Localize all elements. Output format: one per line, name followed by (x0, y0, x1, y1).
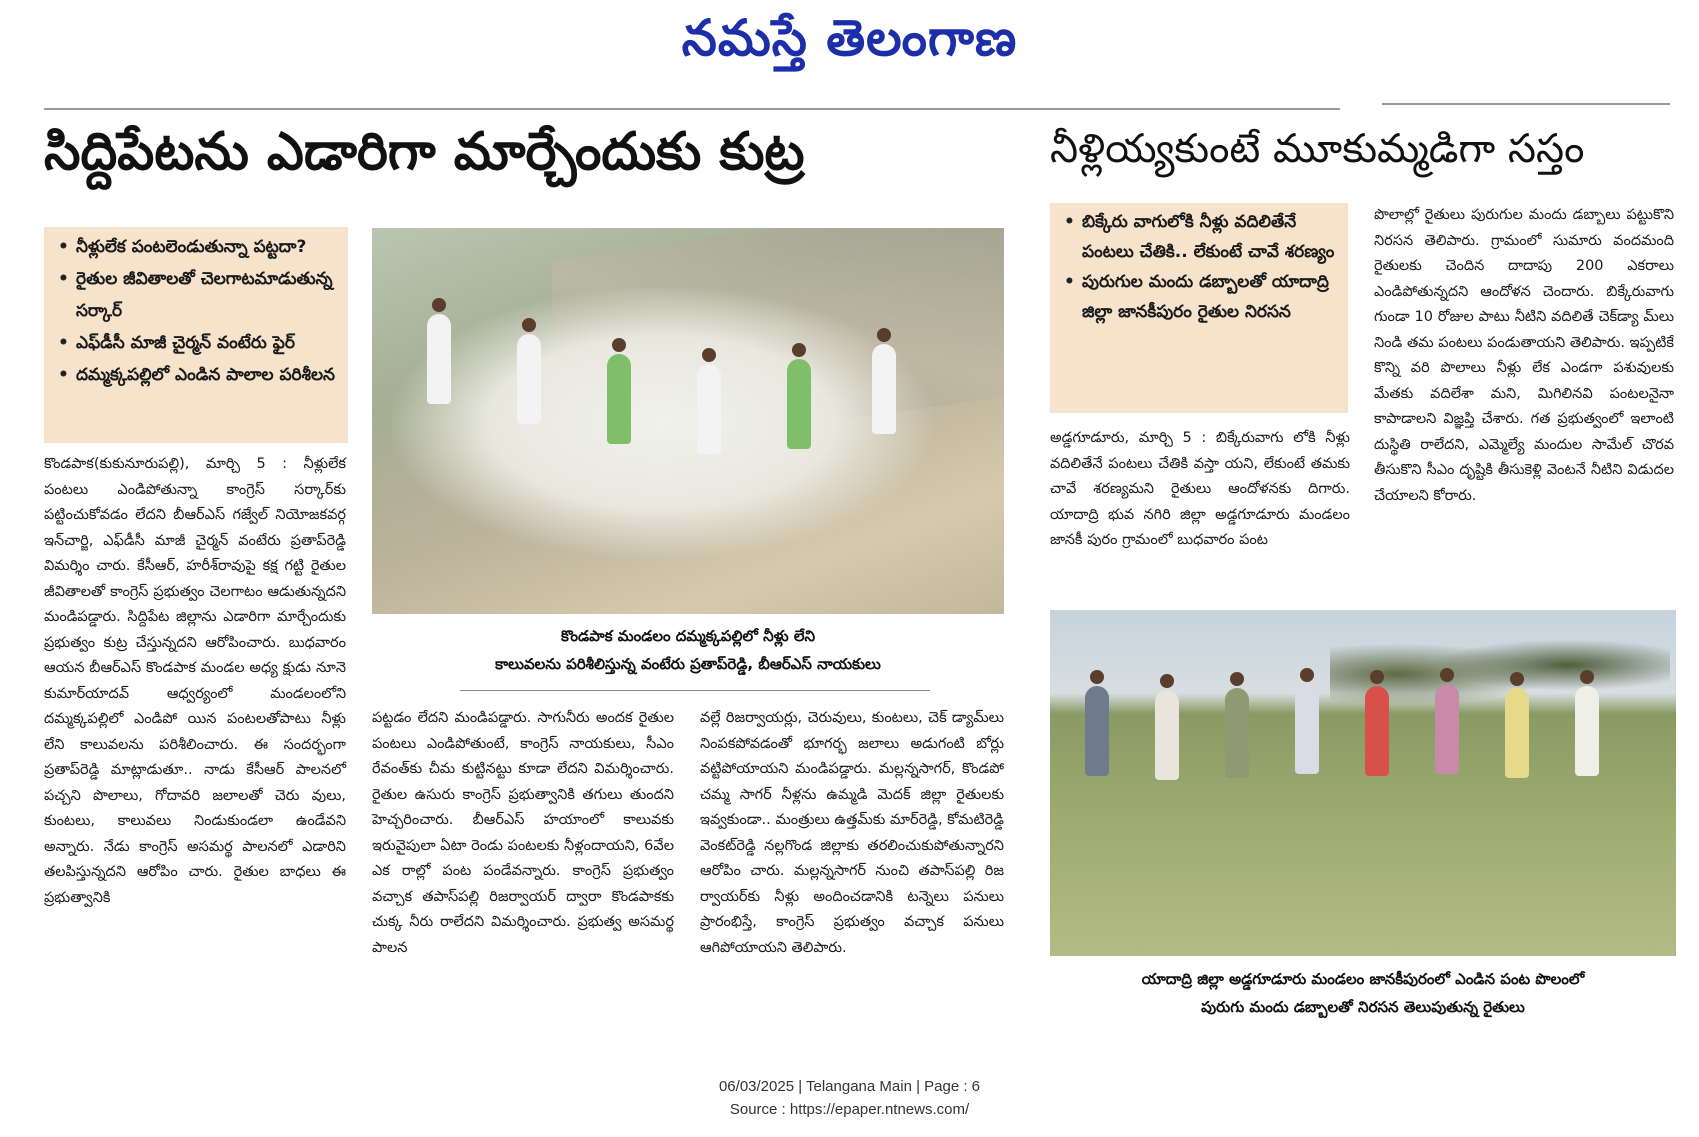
person (787, 359, 811, 449)
person-head (522, 318, 536, 332)
farmer-head (1370, 670, 1384, 684)
masthead-logo: నమస్తే తెలంగాణ (681, 8, 1018, 67)
farmer-head (1300, 668, 1314, 682)
farmer-head (1160, 674, 1174, 688)
top-rule-left (44, 108, 1340, 110)
highlight-item: • బిక్కేరు వాగులోకి నీళ్లు వదిలితేనే పంటలు చేతికి.. లేకుంటే చావే శరణ్యం (1082, 207, 1336, 267)
highlight-item: • నీళ్లులేక పంటలెండుతున్నా పట్టదా? (76, 231, 336, 263)
left-photo-caption (372, 622, 1004, 678)
person (427, 314, 451, 404)
person-head (432, 298, 446, 312)
farmer (1435, 684, 1459, 774)
farmer (1505, 688, 1529, 778)
farmer-head (1090, 670, 1104, 684)
caption-line: యాదాద్రి జిల్లా అడ్డగూడూరు మండలం జానకీపురంలో ఎండిన పంట పొలంలో (1141, 970, 1585, 988)
right-story-column-2: పొలాల్లో రైతులు పురుగుల మందు డబ్బాలు పట్టుకొని నిరసన తెలిపారు. గ్రామంలో సుమారు వందమంది రైతులకు చెందిన దాదాపు 200 ఎకరాలు ఎండిపోతున్నదని ఆందోళన చెందారు. బిక్కేరువాగు గుండా 10 రోజుల పాటు నీటిని వదిలితే చెక్‌డ్యా మ్‌లు నిండి తమ పంటలు పండుతాయని తెలిపారు. ఇప్పటికే కొన్ని వరి పొలాలు నీళ్లు లేక ఎండగా పశువులకు మేతకు వదిలేశా మని, మిగిలినవి పంటలనైనా కాపాడాలని విజ్ఞప్తి చేశారు. గత ప్రభుత్వంలో ఇలాంటి దుస్థితి రాలేదని, ఎమ్మెల్యే మందుల సామేల్ చొరవ తీసుకొని సీఎం దృష్టికి తీసుకెళ్లి వెంటనే నీటిని విడుదల చేయాలని కోరారు. (1374, 207, 1674, 504)
right-story-column-1: అడ్డగూడూరు, మార్చి 5 : బిక్కేరువాగు లోకి నీళ్లు వదిలితేనే పంటలు చేతికి వస్తా యని, లేకుంటే తమకు చావే శరణ్యమని రైతులు ఆందోళనకు దిగారు. యాదాద్రి భువ నగిరి జిల్లా అడ్డగూడూరు మండలం జానకీ పురం గ్రామంలో బుధవారం పంట (1050, 430, 1350, 548)
caption-rule (460, 690, 930, 691)
top-rule-right (1382, 103, 1670, 105)
person (872, 344, 896, 434)
person (697, 364, 721, 454)
caption-line: పురుగు మందు డబ్బాలతో నిరసన తెలుపుతున్న రైతులు (1201, 998, 1525, 1016)
farmer (1225, 688, 1249, 778)
farmer-head (1440, 668, 1454, 682)
highlight-item: • రైతుల జీవితాలతో చెలగాటమాడుతున్న సర్కార్ (76, 263, 336, 327)
left-story-column-3: వల్లే రిజర్వాయర్లు, చెరువులు, కుంటలు, చెక్ డ్యామ్‌లు నింపకపోవడంతో భూగర్భ జలాలు అడుగంటి బోర్లు వట్టిపోయాయని మండిపడ్డారు. మల్లన్నసాగర్, కొండపో చమ్మ సాగర్ నీళ్లను ఉమ్మడి మెదక్ జిల్లా రైతులకు ఇవ్వకుండా.. మంత్రులు ఉత్తమ్‌కు మార్‌రెడ్డి, కోమటిరెడ్డి వెంకట్‌రెడ్డి నల్లగొండ జిల్లాకు తరలించుకుపోతున్నారని ఆరోపిం చారు. మల్లన్నసాగర్ నుంచి తపాస్‌పల్లి రిజ ర్వాయర్‌కు నీళ్లు అందించడానికి టన్నెలు పనులు ప్రారంభిస్తే, కాంగ్రెస్ ప్రభుత్వం వచ్చాక పనులు ఆగిపోయాయని తెలిపారు. (700, 710, 1004, 956)
left-story-headline: సిద్దిపేటను ఎడారిగా మార్చేందుకు కుట్ర (44, 122, 805, 182)
person-head (792, 343, 806, 357)
person-head (702, 348, 716, 362)
left-story-column-1: కొండపాక(కుకునూరుపల్లి), మార్చి 5 : నీళ్లులేక పంటలు ఎండిపోతున్నా కాంగ్రెస్ సర్కార్‌కు పట్టించుకోవడం లేదని బీఆర్‌ఎస్ గజ్వేల్ నియోజకవర్గ ఇన్‌చార్జి, ఎఫ్‌డీసీ మాజీ చైర్మన్ వంటేరు ప్రతాప్‌రెడ్డి విమర్శిం చారు. కేసీఆర్, హరీశ్‌రావుపై కక్ష గట్టి రైతుల జీవితాలతో కాంగ్రెస్ ప్రభుత్వం చెలగాటం ఆడుతున్నదని మండిపడ్డారు. సిద్దిపేట జిల్లాను ఎడారిగా మార్చేందుకు ప్రభుత్వం కుట్ర చేస్తున్నదని ఆరోపించారు. బుధవారం ఆయన బీఆర్‌ఎస్ కొండపాక మండల అధ్య క్షుడు నూనె కుమార్‌యాదవ్ ఆధ్వర్యంలో మండలంలోని దమ్మక్కపల్లిలో ఎండిపో యిన పంటలతోపాటు నీళ్లు లేని కాలువలను పరిశీలించారు. ఈ సందర్భంగా ప్రతాప్‌రెడ్డి మాట్లాడుతూ.. నాడు కేసీఆర్ పాలనలో పచ్చని పొలాలు, గోదావరి జలాలతో చెరు వులు, కుంటలు, కాలువలు నిండుకుండలా ఉండేవని అన్నారు. నేడు కాంగ్రెస్ అసమర్థ పాలనలో ఎడారిని తలపిస్తున్నదని ఆరోపిం చారు. రైతుల బాధలు ఈ ప్రభుత్వానికి (44, 456, 346, 906)
farmer (1365, 686, 1389, 776)
farmer-head (1580, 670, 1594, 684)
farmer (1085, 686, 1109, 776)
left-story-photo (372, 228, 1004, 614)
highlight-item: • ఎఫ్‌డీసీ మాజీ చైర్మన్ వంటేరు ఫైర్ (76, 327, 336, 359)
caption-line: కొండపాక మండలం దమ్మక్కపల్లిలో నీళ్లు లేని (560, 627, 816, 645)
farmer-head (1230, 672, 1244, 686)
farmer-head (1510, 672, 1524, 686)
person (517, 334, 541, 424)
left-highlights-box (44, 227, 348, 443)
farmer (1575, 686, 1599, 776)
person-head (877, 328, 891, 342)
footer-date-page: 06/03/2025 | Telangana Main | Page : 6 (718, 1078, 981, 1095)
farmer (1295, 684, 1319, 774)
right-story-headline: నీళ్లియ్యకుంటే మూకుమ్మడిగా సస్తం (1050, 126, 1585, 172)
right-highlights-box (1050, 203, 1348, 413)
right-story-photo (1050, 610, 1676, 956)
farmer (1155, 690, 1179, 780)
right-photo-caption (1050, 965, 1676, 1021)
person-head (612, 338, 626, 352)
person (607, 354, 631, 444)
highlight-item: • పురుగుల మందు డబ్బాలతో యాదాద్రి జిల్లా జానకీపురం రైతుల నిరసన (1082, 267, 1336, 327)
footer-source: Source : https://epaper.ntnews.com/ (729, 1101, 970, 1118)
crowd-group (392, 288, 932, 558)
highlight-item: • దమ్మక్కపల్లిలో ఎండిన పాలాల పరిశీలన (76, 359, 336, 391)
left-story-column-2: పట్టడం లేదని మండిపడ్డారు. సాగునీరు అందక రైతుల పంటలు ఎండిపోతుంటే, కాంగ్రెస్ నాయకులు, సీఎం రేవంత్‌కు చీమ కుట్టినట్టు కూడా లేదని విమర్శించారు. రైతుల ఉసురు కాంగ్రెస్ ప్రభుత్వానికి తగులు తుందని హెచ్చరించారు. బీఆర్‌ఎస్ హయాంలో కాలువకు ఇరువైపులా ఏటా రెండు పంటలకు నీళ్లందాయని, 6వేల ఎక రాల్లో పంట పండేవన్నారు. కాంగ్రెస్ ప్రభుత్వం వచ్చాక తపాస్‌పల్లి రిజర్వాయర్ ద్వారా కొండపాకకు చుక్క నీరు రాలేదని విమర్శించారు. ప్రభుత్వ అసమర్థ పాలన (372, 710, 674, 956)
caption-line: కాలువలను పరిశీలిస్తున్న వంటేరు ప్రతాప్‌రెడ్డి, బీఆర్‌ఎస్ నాయకులు (495, 655, 881, 673)
